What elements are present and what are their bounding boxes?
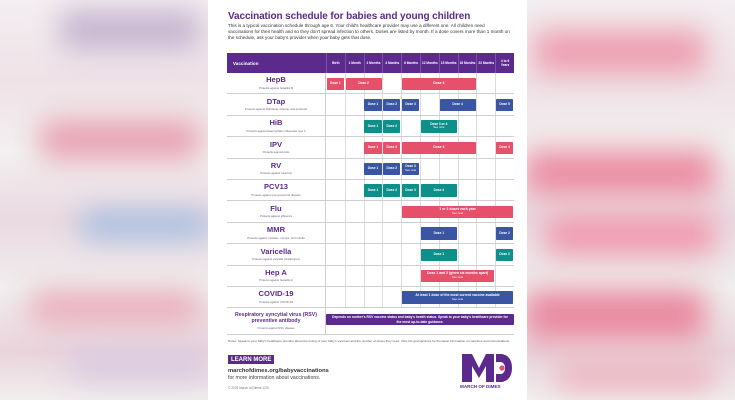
- age-column-header: Birth: [326, 53, 345, 73]
- grid-line: [476, 244, 477, 264]
- dose-block: [421, 184, 457, 196]
- table-row: [227, 223, 514, 244]
- vaccine-name: Varicella: [260, 246, 292, 256]
- grid-line: [439, 159, 440, 179]
- dose-block: [327, 78, 344, 90]
- grid-line: [495, 266, 496, 286]
- grid-line: [458, 244, 459, 264]
- table-row: [227, 287, 514, 308]
- vaccine-cell: [227, 116, 326, 136]
- age-column-header: 1 Month: [345, 53, 364, 73]
- dose-block: [346, 78, 382, 90]
- vaccine-name: MMR: [266, 225, 286, 235]
- dose-label: Dose 4: [433, 187, 445, 192]
- vaccine-description: Protects against hepatitis B: [259, 85, 293, 90]
- notes-text: Notes: Speak to your baby's healthcare provider about the timing of your baby's vaccines and the number of doses they need. Visit cdc.gov/vaccines for the latest information on vaccines and immunizations.: [228, 339, 510, 343]
- dose-block: [496, 99, 513, 111]
- vaccine-description: Protects against rotavirus: [260, 171, 292, 176]
- vaccine-name: Hep A: [265, 268, 287, 277]
- age-column-header: 18 Months: [458, 53, 477, 73]
- more-info-text: for more information about vaccinations.: [228, 375, 321, 381]
- table-header-row: [227, 53, 514, 73]
- dose-block: [440, 99, 476, 111]
- vaccine-name: DTap: [266, 96, 286, 106]
- dose-label: Dose 2: [499, 251, 510, 256]
- grid-line: [420, 94, 421, 114]
- rsv-guidance-note: Depends on mother's RSV vaccine status and baby's health status. Speak to your baby's healthcare provider for the most up-to-date guidance.: [326, 314, 514, 325]
- grid-line: [382, 266, 383, 286]
- dose-label: Dose 1: [367, 123, 379, 128]
- dose-block: [421, 249, 457, 261]
- dose-label: Dose 4: [499, 144, 510, 149]
- dose-label: Dose 3 or 4: [430, 121, 448, 126]
- dose-label: Dose 1 and 2 (given six months apart): [427, 271, 489, 276]
- table-row: [227, 201, 514, 222]
- grid-line: [382, 73, 383, 93]
- grid-line: [364, 223, 365, 243]
- vaccine-cell: [227, 287, 326, 307]
- vaccine-cell: [227, 308, 326, 334]
- logo-wordmark: MARCH OF DIMES: [460, 384, 501, 389]
- blurred-backdrop-left: [0, 0, 210, 400]
- grid-line: [476, 223, 477, 243]
- dose-block: [402, 99, 419, 111]
- vaccine-description: Protects against measles, mumps, and rubella: [247, 235, 305, 240]
- dose-block: [496, 249, 513, 261]
- grid-line: [345, 116, 346, 136]
- dose-label: Dose 1: [367, 166, 379, 171]
- dose-note: See note: [451, 275, 464, 280]
- dose-label: Dose 1: [433, 230, 445, 235]
- grid-line: [382, 287, 383, 307]
- schedule-table: [227, 53, 514, 335]
- dose-label: Dose 3: [405, 164, 416, 169]
- grid-line: [364, 201, 365, 221]
- grid-line: [495, 116, 496, 136]
- dose-label: Dose 2: [499, 230, 510, 235]
- grid-line: [364, 287, 365, 307]
- grid-line: [364, 266, 365, 286]
- age-column-header: 2 Months: [364, 53, 383, 73]
- copyright-text: © 2025 March of Dimes 1/25: [228, 386, 269, 390]
- dose-label: Dose 1: [433, 251, 445, 256]
- vaccine-name: Respiratory syncytial virus (RSV) preventive antibody: [235, 312, 317, 324]
- dose-label: Dose 2: [386, 166, 397, 171]
- age-column-header: 4 to 6 Years: [495, 53, 514, 73]
- age-column-header: 12 Months: [420, 53, 439, 73]
- grid-line: [458, 180, 459, 200]
- dose-block: [402, 291, 513, 303]
- table-row: [227, 73, 514, 94]
- dose-block: [364, 99, 381, 111]
- grid-line: [476, 137, 477, 157]
- dose-block: [364, 120, 381, 132]
- grid-line: [458, 159, 459, 179]
- grid-line: [495, 73, 496, 93]
- vaccine-name: RV: [270, 161, 282, 171]
- grid-line: [476, 116, 477, 136]
- grid-line: [382, 244, 383, 264]
- vaccine-description: Protects against polio: [262, 150, 290, 155]
- grid-line: [401, 116, 402, 136]
- vaccinations-link[interactable]: marchofdimes.org/babyvaccinations: [228, 368, 329, 374]
- vaccine-name: IPV: [269, 139, 283, 149]
- grid-line: [345, 266, 346, 286]
- dose-block: [383, 142, 400, 154]
- grid-line: [364, 244, 365, 264]
- dose-label: Dose 2: [386, 144, 397, 149]
- vaccination-column-header: Vaccination: [233, 60, 259, 66]
- dose-label: Dose 3: [405, 187, 416, 192]
- dose-note: See note: [451, 296, 464, 301]
- dose-label: Dose 2: [386, 123, 397, 128]
- table-row: [227, 244, 514, 265]
- grid-line: [345, 180, 346, 200]
- vaccine-description: Protects against diphtheria, tetanus, and pertussis: [244, 107, 308, 112]
- grid-line: [401, 266, 402, 286]
- dose-label: 1 or 2 doses each year: [439, 207, 476, 212]
- age-column-header: 6 Months: [401, 53, 420, 73]
- vaccine-name: Flu: [270, 203, 282, 213]
- vaccine-cell: [227, 180, 326, 200]
- dose-block: [383, 99, 400, 111]
- grid-line: [476, 159, 477, 179]
- vaccine-description: Protects against COVID-19: [259, 299, 293, 304]
- dose-note: See note: [404, 168, 417, 173]
- dose-label: Dose 3: [405, 102, 416, 107]
- vaccine-cell: [227, 223, 326, 243]
- dose-label: Dose 5: [499, 102, 510, 107]
- dose-block: [421, 270, 495, 282]
- dose-block: [364, 163, 381, 175]
- blurred-backdrop-right: [525, 0, 735, 400]
- dose-label: Dose 1: [330, 80, 341, 85]
- dose-block: [364, 184, 381, 196]
- vaccine-cell: [227, 266, 326, 286]
- dose-label: Dose 4: [452, 102, 463, 107]
- dose-block: [402, 184, 419, 196]
- grid-line: [458, 116, 459, 136]
- dose-label: Dose 2: [386, 102, 397, 107]
- vaccine-name: COVID-19: [258, 289, 294, 299]
- table-row: [227, 137, 514, 158]
- dose-block: [402, 142, 476, 154]
- grid-line: [345, 223, 346, 243]
- age-column-header: 15 Months: [439, 53, 458, 73]
- vaccine-cell: [227, 201, 326, 221]
- vaccine-description: Protects against varicella (chickenpox): [252, 257, 300, 262]
- vaccine-name: PCV13: [263, 182, 289, 192]
- table-row: [227, 116, 514, 137]
- vaccine-cell: [227, 244, 326, 264]
- table-row: [227, 159, 514, 180]
- dose-label: Dose 1: [367, 144, 379, 149]
- document-title: Vaccination schedule for babies and young children: [228, 11, 471, 22]
- dose-label: Dose 3: [433, 80, 445, 85]
- dose-block: [421, 227, 457, 239]
- dose-label: Dose 2: [386, 187, 397, 192]
- intro-paragraph: This is a typical vaccination schedule through age 6. Your child's healthcare provider may use a different one. All children need vaccinations for their health and so they don't spread infection to others. Doses are listed by month. If a dose covers more than 1 month on the schedule, ask your baby's provider when your baby gets that dose.: [228, 23, 510, 40]
- dose-label: Dose 1: [367, 187, 379, 192]
- dose-label: At least 1 dose of the most current vaccine available: [415, 292, 500, 297]
- vaccine-name: HiB: [269, 118, 283, 128]
- grid-line: [345, 287, 346, 307]
- grid-line: [382, 201, 383, 221]
- grid-line: [458, 223, 459, 243]
- grid-line: [401, 223, 402, 243]
- dose-block: [402, 163, 419, 175]
- age-column-header: 23 Months: [476, 53, 495, 73]
- grid-line: [476, 180, 477, 200]
- dose-note: See note: [433, 125, 445, 130]
- dose-block: [383, 184, 400, 196]
- grid-line: [420, 159, 421, 179]
- vaccine-description: Protects against influenza: [259, 214, 293, 219]
- dose-block: [496, 227, 513, 239]
- vaccination-schedule-document: [208, 0, 527, 400]
- grid-line: [382, 223, 383, 243]
- dose-block: [383, 163, 400, 175]
- vaccine-description: Protects against RSV disease: [257, 325, 295, 330]
- dose-block: [364, 142, 381, 154]
- learn-more-badge: LEARN MORE: [228, 355, 274, 364]
- dose-block: [402, 206, 513, 218]
- vaccine-description: Protects against Haemophilus influenzae type b: [246, 128, 306, 133]
- vaccine-cell: [227, 94, 326, 114]
- dose-block: [402, 78, 476, 90]
- table-row: [227, 180, 514, 201]
- grid-line: [345, 159, 346, 179]
- dose-block: [496, 142, 513, 154]
- grid-line: [476, 94, 477, 114]
- vaccine-name: HepB: [266, 75, 286, 85]
- table-row-rsv: [227, 308, 514, 335]
- dose-note: See note: [451, 211, 464, 216]
- vaccine-description: Protects against pneumococcal disease: [251, 192, 301, 197]
- table-body: [227, 73, 514, 335]
- table-row: [227, 266, 514, 287]
- vaccine-cell: [227, 137, 326, 157]
- grid-line: [345, 201, 346, 221]
- dose-label: Dose 2: [358, 80, 369, 85]
- grid-line: [495, 159, 496, 179]
- dose-block: [383, 120, 400, 132]
- vaccine-cell: [227, 73, 326, 93]
- grid-line: [495, 180, 496, 200]
- dose-block: [421, 120, 457, 132]
- dose-label: Dose 3: [433, 144, 445, 149]
- grid-line: [345, 94, 346, 114]
- grid-line: [345, 244, 346, 264]
- grid-line: [476, 73, 477, 93]
- grid-line: [401, 244, 402, 264]
- vaccine-description: Protects against hepatitis A: [259, 278, 293, 283]
- age-column-header: 4 Months: [382, 53, 401, 73]
- dose-label: Dose 1: [367, 102, 379, 107]
- vaccine-cell: [227, 159, 326, 179]
- grid-line: [345, 137, 346, 157]
- table-row: [227, 94, 514, 115]
